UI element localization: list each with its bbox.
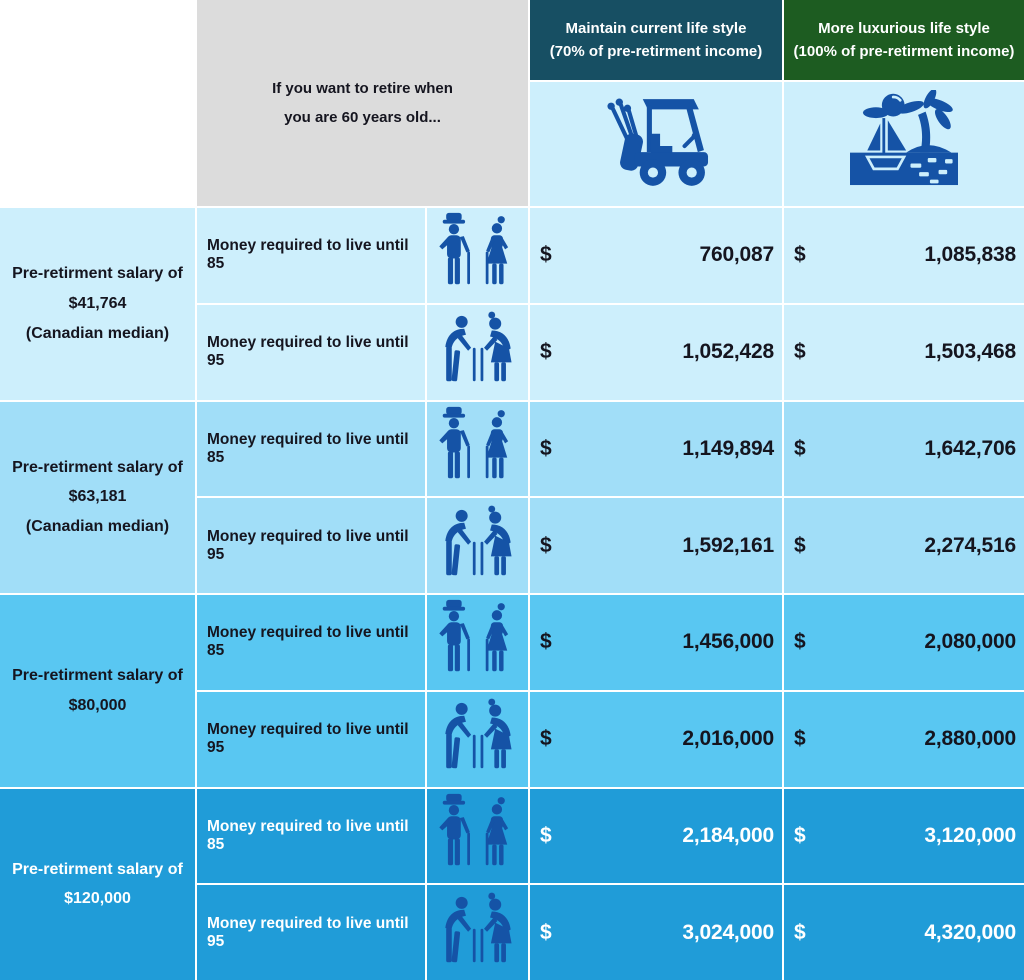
maintain-amount: 1,592,161 xyxy=(682,533,774,557)
scenario-icon-cell xyxy=(427,305,528,400)
salary-group-label-41764 xyxy=(0,208,195,400)
luxury-value-cell xyxy=(784,692,1024,787)
scenario-label xyxy=(197,595,425,690)
salary-group-amount: $41,764 xyxy=(68,294,127,312)
maintain-value-cell xyxy=(530,305,782,400)
luxury-amount: 2,080,000 xyxy=(924,630,1016,654)
maintain-value-cell xyxy=(530,692,782,787)
column-header-luxury-line1: More luxurious life style xyxy=(818,19,990,37)
currency-symbol: $ xyxy=(540,243,552,267)
scenario-label-text: Money required to live until 85 xyxy=(207,624,409,660)
luxury-value-cell xyxy=(784,305,1024,400)
scenario-label-text: Money required to live until 85 xyxy=(207,430,409,466)
currency-symbol: $ xyxy=(794,823,806,847)
scenario-label xyxy=(197,498,425,593)
retire-age-note-line1: If you want to retire when xyxy=(272,79,453,97)
luxury-amount: 1,085,838 xyxy=(924,243,1016,267)
luxury-amount: 1,503,468 xyxy=(924,340,1016,364)
scenario-icon-cell xyxy=(427,498,528,593)
standing-elderly-couple-icon xyxy=(432,599,524,685)
retire-age-note xyxy=(197,0,528,206)
luxury-value-cell xyxy=(784,208,1024,303)
maintain-amount: 2,184,000 xyxy=(682,823,774,847)
luxury-value-cell xyxy=(784,595,1024,690)
hunched-elderly-couple-icon xyxy=(432,503,524,589)
scenario-label-text: Money required to live until 95 xyxy=(207,334,409,370)
salary-group-note: (Canadian median) xyxy=(25,324,170,342)
scenario-label xyxy=(197,885,425,980)
golf-cart-icon xyxy=(577,93,735,195)
salary-group-label-120000 xyxy=(0,789,195,980)
maintain-amount: 1,052,428 xyxy=(682,340,774,364)
corner-spacer xyxy=(0,0,195,206)
luxury-amount: 2,274,516 xyxy=(924,533,1016,557)
luxury-value-cell xyxy=(784,402,1024,497)
scenario-icon-cell xyxy=(427,402,528,497)
scenario-label xyxy=(197,305,425,400)
currency-symbol: $ xyxy=(540,436,552,460)
luxury-value-cell xyxy=(784,498,1024,593)
salary-group-amount: $63,181 xyxy=(68,488,127,506)
scenario-label-text: Money required to live until 95 xyxy=(207,914,409,950)
scenario-label-text: Money required to live until 95 xyxy=(207,721,409,757)
luxury-amount: 2,880,000 xyxy=(924,727,1016,751)
salary-group-note: (Canadian median) xyxy=(25,518,170,536)
maintain-value-cell xyxy=(530,402,782,497)
currency-symbol: $ xyxy=(794,533,806,557)
maintain-amount: 1,456,000 xyxy=(682,630,774,654)
scenario-icon-cell xyxy=(427,692,528,787)
column-header-maintain-line2: (70% of pre-retirment income) xyxy=(549,43,763,60)
maintain-value-cell xyxy=(530,595,782,690)
scenario-icon-cell xyxy=(427,595,528,690)
luxury-value-cell xyxy=(784,789,1024,884)
scenario-icon-cell xyxy=(427,208,528,303)
currency-symbol: $ xyxy=(794,340,806,364)
scenario-label xyxy=(197,692,425,787)
scenario-icon-cell xyxy=(427,885,528,980)
currency-symbol: $ xyxy=(540,920,552,944)
scenario-label xyxy=(197,208,425,303)
scenario-label-text: Money required to live until 95 xyxy=(207,527,409,563)
salary-group-amount: $80,000 xyxy=(68,696,127,714)
luxury-amount: 1,642,706 xyxy=(924,436,1016,460)
luxury-amount: 3,120,000 xyxy=(924,823,1016,847)
salary-group-label-63181 xyxy=(0,402,195,594)
scenario-label xyxy=(197,402,425,497)
maintain-amount: 760,087 xyxy=(699,243,774,267)
column-header-maintain xyxy=(530,0,782,80)
column-header-maintain-line1: Maintain current life style xyxy=(565,19,747,37)
currency-symbol: $ xyxy=(794,920,806,944)
currency-symbol: $ xyxy=(794,243,806,267)
scenario-label-text: Money required to live until 85 xyxy=(207,237,409,273)
salary-group-line1: Pre-retirment salary of xyxy=(12,458,183,476)
beach-vacation-icon xyxy=(816,90,992,198)
maintain-amount: 3,024,000 xyxy=(682,920,774,944)
scenario-label xyxy=(197,789,425,884)
luxury-value-cell xyxy=(784,885,1024,980)
salary-group-line1: Pre-retirment salary of xyxy=(12,265,183,283)
salary-group-label-80000 xyxy=(0,595,195,787)
maintain-value-cell xyxy=(530,208,782,303)
currency-symbol: $ xyxy=(540,630,552,654)
maintain-amount: 2,016,000 xyxy=(682,727,774,751)
column-header-luxury xyxy=(784,0,1024,80)
hunched-elderly-couple-icon xyxy=(432,890,524,976)
maintain-value-cell xyxy=(530,789,782,884)
salary-group-line1: Pre-retirment salary of xyxy=(12,860,183,878)
maintain-value-cell xyxy=(530,885,782,980)
standing-elderly-couple-icon xyxy=(432,793,524,879)
standing-elderly-couple-icon xyxy=(432,406,524,492)
maintain-amount: 1,149,894 xyxy=(682,436,774,460)
currency-symbol: $ xyxy=(794,436,806,460)
maintain-icon-cell xyxy=(530,82,782,206)
column-header-luxury-line2: (100% of pre-retirment income) xyxy=(793,43,1015,60)
currency-symbol: $ xyxy=(794,727,806,751)
currency-symbol: $ xyxy=(794,630,806,654)
standing-elderly-couple-icon xyxy=(432,212,524,298)
scenario-icon-cell xyxy=(427,789,528,884)
beach-vacation-icon-cell xyxy=(784,82,1024,206)
retire-age-note-line2: you are 60 years old... xyxy=(284,109,441,126)
salary-group-line1: Pre-retirment salary of xyxy=(12,667,183,685)
hunched-elderly-couple-icon xyxy=(432,309,524,395)
currency-symbol: $ xyxy=(540,727,552,751)
scenario-label-text: Money required to live until 85 xyxy=(207,817,409,853)
luxury-amount: 4,320,000 xyxy=(924,920,1016,944)
maintain-value-cell xyxy=(530,498,782,593)
currency-symbol: $ xyxy=(540,533,552,557)
currency-symbol: $ xyxy=(540,823,552,847)
salary-group-amount: $120,000 xyxy=(64,890,131,908)
hunched-elderly-couple-icon xyxy=(432,696,524,782)
currency-symbol: $ xyxy=(540,340,552,364)
